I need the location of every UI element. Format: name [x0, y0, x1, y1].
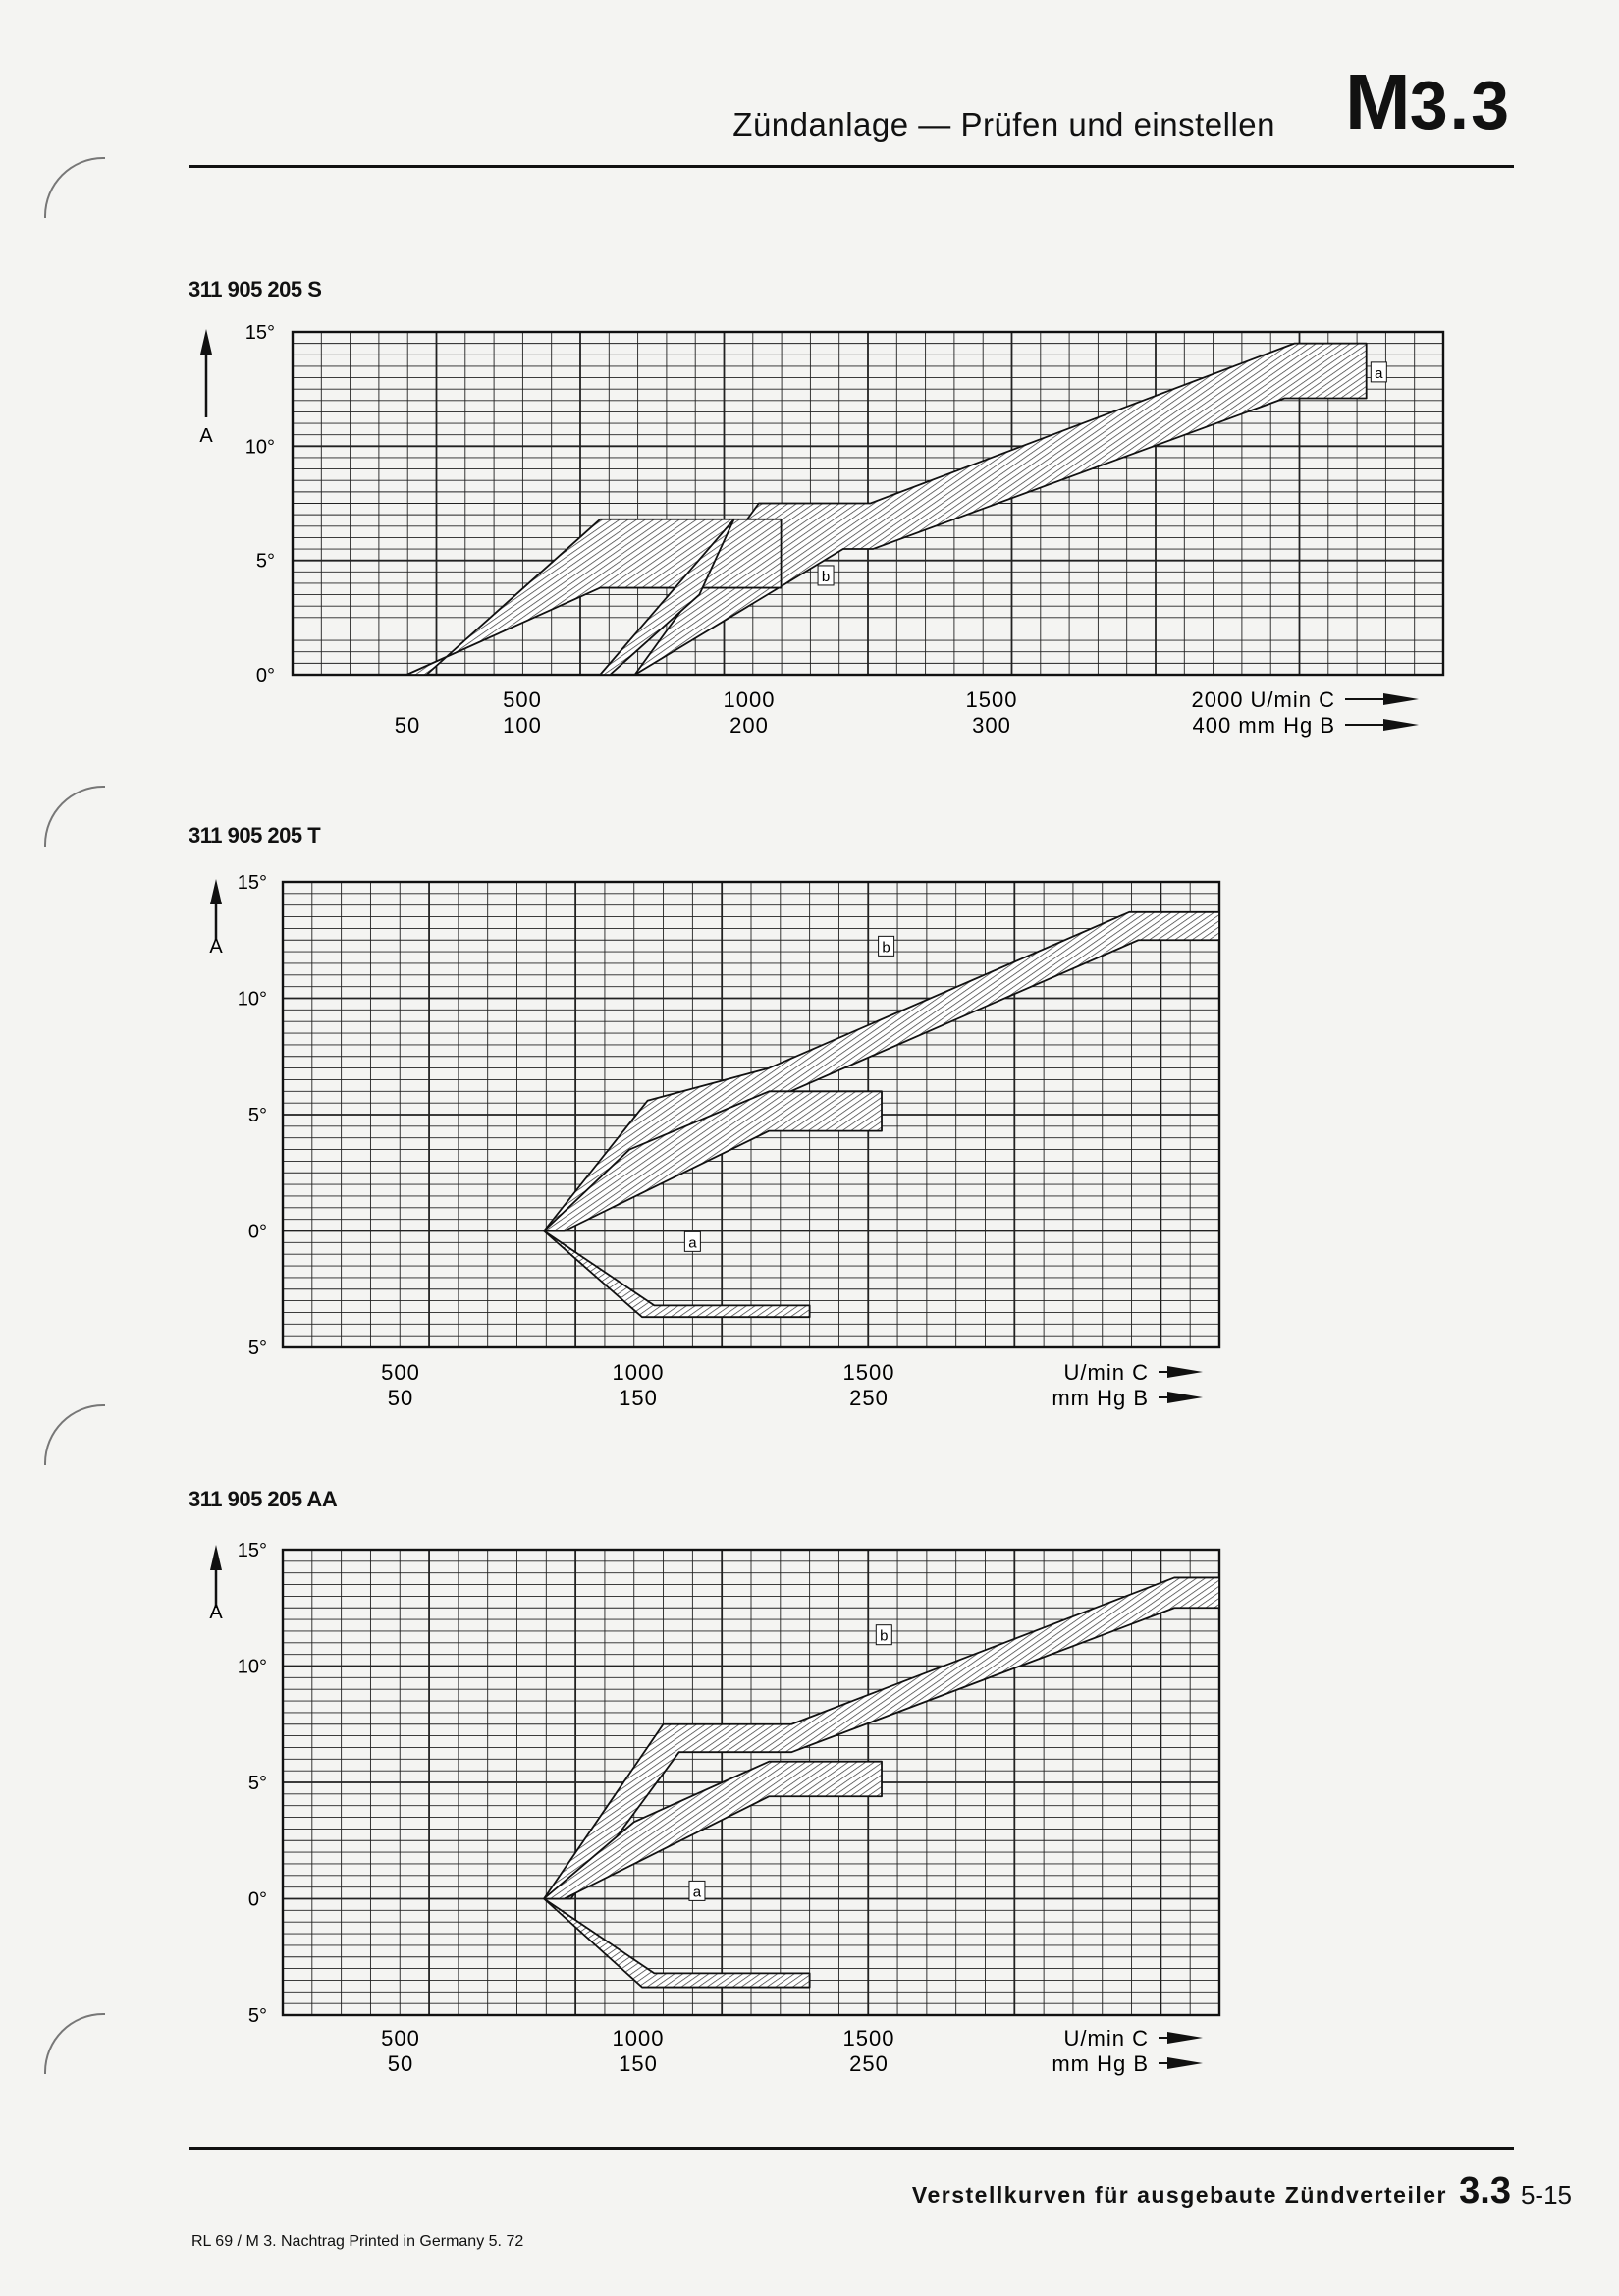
y-axis-label: A: [209, 1602, 223, 1623]
advance-chart-aa: [209, 1540, 1219, 2076]
y-tick-label: 10°: [237, 988, 267, 1011]
footer-page-number: 5-15: [1520, 2180, 1572, 2210]
x-tick-label: 500: [503, 687, 542, 712]
section-code-letter: M: [1345, 58, 1410, 145]
x-axis-arrow-head: [1167, 2032, 1203, 2044]
y-tick-label: 0°: [247, 1888, 267, 1911]
x-tick-label: 500: [381, 2026, 420, 2050]
x-tick-label: U/min C: [1063, 2026, 1149, 2050]
x-axis-arrow-head: [1383, 719, 1419, 731]
page-title: Zündanlage — Prüfen und einstellen: [732, 106, 1275, 142]
advance-chart-t: [209, 872, 1219, 1410]
footer-section: 3.3: [1459, 2170, 1511, 2212]
footer-title: Verstellkurven für ausgebaute Zündverteiler: [911, 2182, 1447, 2208]
y-tick-label: 15°: [244, 322, 275, 344]
y-tick-label: 15°: [237, 1540, 267, 1561]
x-axis-arrow-head: [1383, 693, 1419, 705]
x-tick-label: U/min C: [1063, 1360, 1149, 1385]
x-tick-label: 200: [729, 713, 769, 738]
x-tick-label: 300: [972, 713, 1011, 738]
band-label-b: b: [821, 568, 831, 585]
y-tick-label: 5°: [247, 1338, 267, 1359]
x-tick-label: 1000: [612, 1360, 665, 1385]
y-tick-label: 10°: [237, 1656, 267, 1678]
x-tick-label: 50: [394, 713, 421, 738]
y-tick-label: 5°: [247, 1105, 267, 1126]
band-label-a: a: [692, 1884, 702, 1901]
footer-print-info: RL 69 / M 3. Nachtrag Printed in Germany 5. 72: [191, 2233, 524, 2250]
x-tick-label: 1500: [965, 687, 1018, 712]
x-tick-label: 250: [849, 2051, 889, 2076]
y-tick-label: 10°: [244, 436, 275, 459]
y-axis-arrow-head: [210, 879, 222, 904]
band-label-a: a: [688, 1234, 697, 1252]
band-label-a: a: [1375, 364, 1383, 382]
y-tick-label: 5°: [255, 550, 275, 573]
y-axis-label: A: [209, 936, 223, 957]
x-tick-label: mm Hg B: [1052, 1386, 1149, 1410]
curve-band-a: [544, 1231, 810, 1318]
advance-chart-s: [199, 322, 1443, 738]
y-tick-label: 5°: [247, 2005, 267, 2027]
x-axis-arrow-head: [1167, 1392, 1203, 1403]
y-tick-label: 15°: [237, 872, 267, 894]
y-axis-arrow-head: [210, 1545, 222, 1570]
x-tick-label: 100: [503, 713, 542, 738]
band-label-b: b: [880, 1627, 889, 1645]
x-tick-label: 1000: [723, 687, 776, 712]
x-tick-label: 50: [387, 2051, 414, 2076]
y-tick-label: 5°: [247, 1773, 267, 1794]
x-tick-label: 400 mm Hg B: [1192, 713, 1335, 738]
curve-band-a: [544, 1899, 810, 1988]
x-tick-label: 1500: [842, 1360, 895, 1385]
x-tick-label: 1000: [612, 2026, 665, 2050]
x-axis-arrow-head: [1167, 1366, 1203, 1378]
x-tick-label: 1500: [842, 2026, 895, 2050]
curve-band-a: [635, 344, 1367, 675]
chart-title-s: 311 905 205 S: [189, 277, 322, 301]
x-tick-label: 150: [619, 1386, 658, 1410]
x-tick-label: 150: [619, 2051, 658, 2076]
x-tick-label: 50: [387, 1386, 414, 1410]
y-tick-label: 0°: [255, 665, 275, 686]
x-tick-label: 2000 U/min C: [1191, 687, 1335, 712]
section-code-number: 3.3: [1409, 67, 1511, 143]
y-axis-label: A: [199, 425, 213, 447]
chart-title-t: 311 905 205 T: [189, 823, 321, 847]
x-tick-label: 250: [849, 1386, 889, 1410]
chart-title-aa: 311 905 205 AA: [189, 1487, 338, 1511]
y-axis-arrow-head: [200, 329, 212, 355]
y-tick-label: 0°: [247, 1221, 267, 1243]
band-label-b: b: [882, 939, 890, 957]
x-axis-arrow-head: [1167, 2057, 1203, 2069]
x-tick-label: 500: [381, 1360, 420, 1385]
x-tick-label: mm Hg B: [1052, 2051, 1149, 2076]
footer-rule: [189, 2147, 1514, 2150]
